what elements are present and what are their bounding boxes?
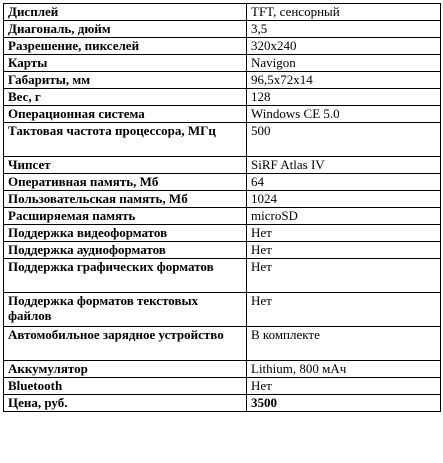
spec-label: Цена, руб. — [4, 395, 247, 412]
spec-row-expandable-memory — [4, 208, 441, 225]
spec-value: Нет — [247, 242, 441, 259]
spec-label: Чипсет — [4, 157, 247, 174]
spec-value: Нет — [247, 225, 441, 242]
spec-value: 500 — [247, 123, 441, 157]
spec-row-cpu-frequency — [4, 123, 441, 157]
spec-value: 320x240 — [247, 38, 441, 55]
spec-row-dimensions — [4, 72, 441, 89]
spec-row-weight — [4, 89, 441, 106]
spec-label: Тактовая частота процессора, МГц — [4, 123, 247, 157]
spec-label: Автомобильное зарядное устройство — [4, 327, 247, 361]
spec-label: Карты — [4, 55, 247, 72]
spec-row-image-formats — [4, 259, 441, 293]
spec-value: Нет — [247, 378, 441, 395]
spec-value: Lithium, 800 мАч — [247, 361, 441, 378]
spec-value: Navigon — [247, 55, 441, 72]
spec-label: Аккумулятор — [4, 361, 247, 378]
spec-value: TFT, сенсорный — [247, 4, 441, 21]
spec-value: 96,5x72x14 — [247, 72, 441, 89]
spec-value: 64 — [247, 174, 441, 191]
spec-table — [3, 3, 441, 412]
spec-row-video-formats — [4, 225, 441, 242]
spec-row-os — [4, 106, 441, 123]
spec-row-bluetooth — [4, 378, 441, 395]
spec-row-display — [4, 4, 441, 21]
spec-label: Bluetooth — [4, 378, 247, 395]
spec-value: Нет — [247, 259, 441, 293]
spec-label: Вес, г — [4, 89, 247, 106]
spec-value: В комплекте — [247, 327, 441, 361]
spec-row-diagonal — [4, 21, 441, 38]
spec-value: Нет — [247, 293, 441, 327]
spec-label: Операционная система — [4, 106, 247, 123]
spec-row-audio-formats — [4, 242, 441, 259]
spec-label: Диагональ, дюйм — [4, 21, 247, 38]
spec-row-ram — [4, 174, 441, 191]
spec-label: Дисплей — [4, 4, 247, 21]
spec-value: 3500 — [247, 395, 441, 412]
spec-value: Windows CE 5.0 — [247, 106, 441, 123]
spec-value: 3,5 — [247, 21, 441, 38]
spec-row-maps — [4, 55, 441, 72]
spec-label: Поддержка аудиоформатов — [4, 242, 247, 259]
spec-value: SiRF Atlas IV — [247, 157, 441, 174]
spec-label: Габариты, мм — [4, 72, 247, 89]
spec-row-battery — [4, 361, 441, 378]
spec-row-text-formats — [4, 293, 441, 327]
spec-value: microSD — [247, 208, 441, 225]
spec-label: Пользовательская память, Мб — [4, 191, 247, 208]
spec-label: Разрешение, пикселей — [4, 38, 247, 55]
spec-row-price — [4, 395, 441, 412]
spec-label: Расширяемая память — [4, 208, 247, 225]
spec-value: 1024 — [247, 191, 441, 208]
spec-label: Поддержка форматов текстовых файлов — [4, 293, 247, 327]
spec-label: Поддержка графических форматов — [4, 259, 247, 293]
spec-label: Оперативная память, Мб — [4, 174, 247, 191]
spec-value: 128 — [247, 89, 441, 106]
spec-row-user-memory — [4, 191, 441, 208]
spec-label: Поддержка видеоформатов — [4, 225, 247, 242]
spec-row-resolution — [4, 38, 441, 55]
spec-row-chipset — [4, 157, 441, 174]
spec-row-car-charger — [4, 327, 441, 361]
